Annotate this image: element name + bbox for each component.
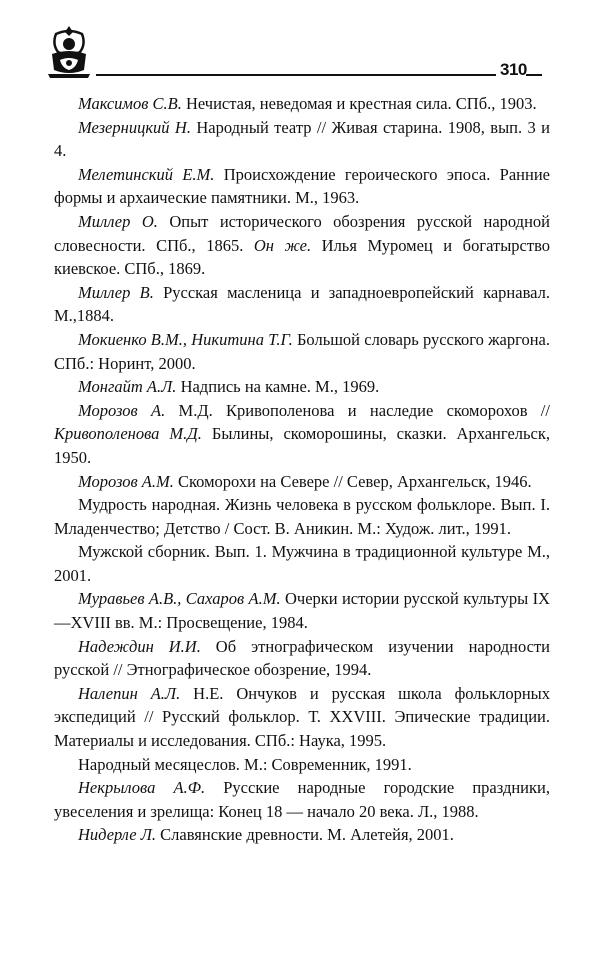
header-rule-tail xyxy=(526,74,542,76)
entry-author: Миллер В. xyxy=(78,282,154,302)
entry-text: Очерки истории русской культуры IX—XVIII вв. М.: Просвещение, 1984. xyxy=(54,589,550,633)
entry-text: Н.Е. Ончуков и русская школа фольклорных экспедиций // Русский фольклор. Т. XXVIII. Эпические традиции. Материалы и исследования. СПб.: Наука, 1995. xyxy=(54,683,550,751)
bibliography-entry xyxy=(54,682,550,753)
entry-text: Скоморохи на Севере // Север, Архангельск, 1946. xyxy=(173,471,532,491)
bibliography-entry xyxy=(54,92,550,116)
entry-text: Народный месяцеслов. М.: Современник, 1991. xyxy=(78,754,412,774)
entry-text: Мужской сборник. Вып. 1. Мужчина в традиционной культуре М., 2001. xyxy=(54,542,550,585)
entry-text: Мудрость народная. Жизнь человека в русском фольклоре. Вып. I. Младенчество; Детство / Сост. В. Аникин. М.: Худож. лит., 1991. xyxy=(54,495,550,538)
bibliography-entry xyxy=(54,210,550,281)
entry-author: Муравьев А.В., Сахаров А.М. xyxy=(78,589,281,609)
entry-author: Морозов А.М. xyxy=(78,471,174,491)
bibliography-entry xyxy=(54,399,550,470)
entry-author: Морозов А. xyxy=(78,400,166,420)
entry-text-secondary: Илья Муромец и богатырство киевское. СПб., 1869. xyxy=(54,235,550,279)
entry-author: Налепин А.Л. xyxy=(78,683,181,703)
entry-author: Мокиенко В.М., Никитина Т.Г. xyxy=(78,329,293,349)
entry-author: Некрылова А.Ф. xyxy=(78,778,206,798)
entry-author: Монгайт А.Л. xyxy=(78,377,177,397)
bibliography-entry xyxy=(54,823,550,847)
bibliography-entry xyxy=(54,776,550,823)
entry-text-secondary: Былины, скоморошины, сказки. Архангельск, 1950. xyxy=(54,424,550,467)
bibliography-list xyxy=(54,92,550,847)
bibliography-entry xyxy=(54,375,550,399)
bibliography-entry xyxy=(54,328,550,375)
bibliography-entry xyxy=(54,470,550,494)
entry-text: Опыт исторического обозрения русской народной словесности. СПб., 1865. xyxy=(54,211,550,255)
entry-text: Надпись на камне. М., 1969. xyxy=(176,377,380,397)
bibliography-entry xyxy=(54,635,550,682)
entry-author-secondary: Кривополенова М.Д. xyxy=(54,424,202,444)
bibliography-entry xyxy=(54,493,550,540)
entry-author: Мелетинский Е.М. xyxy=(78,164,215,184)
entry-text: Русские народные городские праздники, увеселения и зрелища: Конец 18 — начало 20 века. Л., 1988. xyxy=(54,778,550,821)
entry-text: Большой словарь русского жаргона. СПб.: Норинт, 2000. xyxy=(54,329,550,373)
entry-text: Об этнографическом изучении народности русской // Этнографическое обозрение, 1994. xyxy=(54,636,551,680)
page-number: 310 xyxy=(500,60,527,79)
entry-text: Нечистая, неведомая и крестная сила. СПб., 1903. xyxy=(181,94,537,113)
entry-text: Народный театр // Живая старина. 1908, вып. 3 и 4. xyxy=(54,117,550,161)
bibliography-entry xyxy=(54,587,550,634)
entry-author: Мезерницкий Н. xyxy=(78,117,191,137)
entry-author: Максимов С.В. xyxy=(78,94,182,113)
bibliography-entry xyxy=(54,281,550,328)
bibliography-entry xyxy=(54,163,550,210)
bibliography-entry xyxy=(54,753,550,777)
entry-text: Славянские древности. М. Алетейя, 2001. xyxy=(156,825,454,845)
entry-text: М.Д. Кривополенова и наследие скоморохов // xyxy=(165,400,550,420)
entry-text: Происхождение героического эпоса. Ранние формы и архаические памятники. М., 1963. xyxy=(54,164,550,208)
header-rule xyxy=(96,74,496,76)
bibliography-entry xyxy=(54,540,550,587)
entry-author-secondary: Он же. xyxy=(253,235,312,255)
entry-author: Надеждин И.И. xyxy=(78,636,201,656)
bibliography-entry xyxy=(54,116,550,163)
entry-author: Миллер О. xyxy=(78,211,158,231)
ornament-logo-icon xyxy=(46,24,92,78)
entry-author: Нидерле Л. xyxy=(78,825,157,845)
entry-text: Русская масленица и западноевропейский карнавал. М.,1884. xyxy=(54,282,550,326)
